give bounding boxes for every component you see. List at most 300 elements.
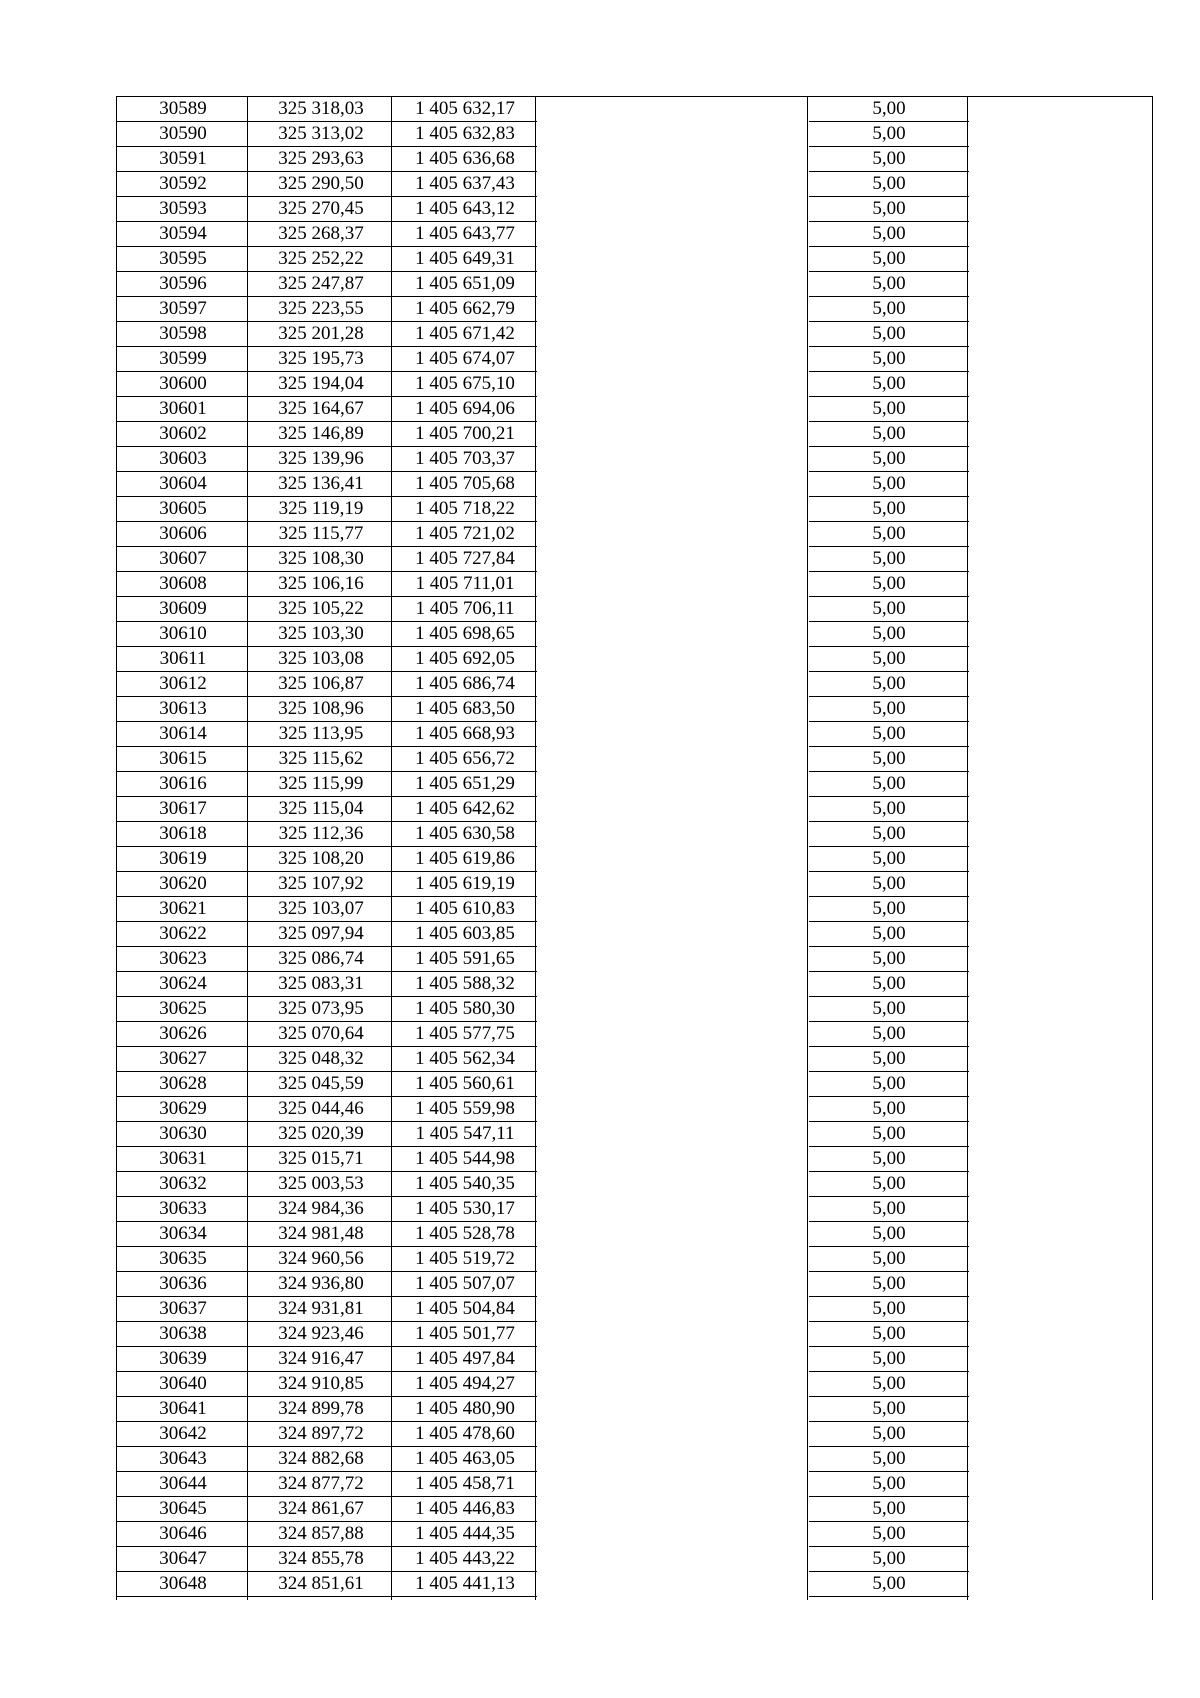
empty-cell <box>969 1397 1151 1422</box>
point-number-cell: 30612 <box>117 672 249 697</box>
point-number-cell: 30633 <box>117 1197 249 1222</box>
value-cell: 5,00 <box>809 1147 969 1172</box>
empty-cell <box>537 922 809 947</box>
table-row <box>117 822 1151 847</box>
empty-cell <box>969 1497 1151 1522</box>
point-number-cell: 30631 <box>117 1147 249 1172</box>
y-coordinate-cell: 1 405 662,79 <box>393 297 537 322</box>
value-cell: 5,00 <box>809 197 969 222</box>
value-cell: 5,00 <box>809 522 969 547</box>
empty-cell <box>537 622 809 647</box>
point-number-cell: 30630 <box>117 1122 249 1147</box>
empty-cell <box>969 197 1151 222</box>
empty-cell <box>969 972 1151 997</box>
table-row <box>117 872 1151 897</box>
table-row <box>117 722 1151 747</box>
table-row <box>117 272 1151 297</box>
y-coordinate-cell: 1 405 705,68 <box>393 472 537 497</box>
y-coordinate-cell: 1 405 651,09 <box>393 272 537 297</box>
empty-cell <box>969 1122 1151 1147</box>
value-cell: 5,00 <box>809 822 969 847</box>
y-coordinate-cell: 1 405 501,77 <box>393 1322 537 1347</box>
x-coordinate-cell: 324 897,72 <box>249 1422 393 1447</box>
empty-cell <box>537 997 809 1022</box>
empty-cell <box>969 1022 1151 1047</box>
value-cell: 5,00 <box>809 1322 969 1347</box>
empty-cell <box>969 897 1151 922</box>
x-coordinate-cell: 325 103,08 <box>249 647 393 672</box>
table-row <box>117 1297 1151 1322</box>
empty-cell <box>537 422 809 447</box>
value-cell: 5,00 <box>809 322 969 347</box>
empty-cell <box>537 1447 809 1472</box>
y-coordinate-cell: 1 405 528,78 <box>393 1222 537 1247</box>
point-number-cell: 30628 <box>117 1072 249 1097</box>
empty-cell <box>969 1447 1151 1472</box>
point-number-cell: 30619 <box>117 847 249 872</box>
empty-cell <box>969 447 1151 472</box>
empty-cell <box>969 697 1151 722</box>
table-row <box>117 1172 1151 1197</box>
point-number-cell: 30591 <box>117 147 249 172</box>
x-coordinate-cell: 325 045,59 <box>249 1072 393 1097</box>
x-coordinate-cell: 324 899,78 <box>249 1397 393 1422</box>
point-number-cell: 30641 <box>117 1397 249 1422</box>
empty-cell <box>969 272 1151 297</box>
empty-cell <box>969 122 1151 147</box>
y-coordinate-cell: 1 405 674,07 <box>393 347 537 372</box>
value-cell: 5,00 <box>809 1422 969 1447</box>
empty-cell <box>969 1522 1151 1547</box>
point-number-cell: 30646 <box>117 1522 249 1547</box>
point-number-cell: 30607 <box>117 547 249 572</box>
table-row <box>117 447 1151 472</box>
coordinates-grid <box>117 97 1151 1597</box>
point-number-cell: 30616 <box>117 772 249 797</box>
table-row <box>117 1422 1151 1447</box>
y-coordinate-cell: 1 405 530,17 <box>393 1197 537 1222</box>
empty-cell <box>969 97 1151 122</box>
point-number-cell: 30626 <box>117 1022 249 1047</box>
value-cell: 5,00 <box>809 947 969 972</box>
point-number-cell: 30590 <box>117 122 249 147</box>
x-coordinate-cell: 325 139,96 <box>249 447 393 472</box>
point-number-cell: 30599 <box>117 347 249 372</box>
y-coordinate-cell: 1 405 619,19 <box>393 872 537 897</box>
table-row <box>117 122 1151 147</box>
empty-cell <box>537 1147 809 1172</box>
point-number-cell: 30622 <box>117 922 249 947</box>
table-row <box>117 697 1151 722</box>
point-number-cell: 30603 <box>117 447 249 472</box>
y-coordinate-cell: 1 405 656,72 <box>393 747 537 772</box>
table-row <box>117 772 1151 797</box>
empty-cell <box>969 222 1151 247</box>
empty-cell <box>537 397 809 422</box>
x-coordinate-cell: 325 070,64 <box>249 1022 393 1047</box>
value-cell: 5,00 <box>809 1297 969 1322</box>
empty-cell <box>537 447 809 472</box>
empty-cell <box>537 1097 809 1122</box>
table-row <box>117 372 1151 397</box>
empty-cell <box>537 1322 809 1347</box>
x-coordinate-cell: 325 146,89 <box>249 422 393 447</box>
empty-cell <box>969 597 1151 622</box>
value-cell: 5,00 <box>809 222 969 247</box>
value-cell: 5,00 <box>809 997 969 1022</box>
table-row <box>117 322 1151 347</box>
table-row <box>117 297 1151 322</box>
coordinates-table <box>116 96 1153 1600</box>
point-number-cell: 30639 <box>117 1347 249 1372</box>
value-cell: 5,00 <box>809 1097 969 1122</box>
table-row <box>117 472 1151 497</box>
point-number-cell: 30624 <box>117 972 249 997</box>
empty-cell <box>537 1247 809 1272</box>
table-body <box>117 97 1151 1597</box>
point-number-cell: 30601 <box>117 397 249 422</box>
point-number-cell: 30597 <box>117 297 249 322</box>
y-coordinate-cell: 1 405 727,84 <box>393 547 537 572</box>
empty-cell <box>969 847 1151 872</box>
empty-cell <box>537 222 809 247</box>
x-coordinate-cell: 325 097,94 <box>249 922 393 947</box>
value-cell: 5,00 <box>809 647 969 672</box>
empty-cell <box>969 947 1151 972</box>
table-row <box>117 1147 1151 1172</box>
table-row <box>117 1122 1151 1147</box>
empty-cell <box>537 797 809 822</box>
table-row <box>117 1472 1151 1497</box>
table-row <box>117 622 1151 647</box>
point-number-cell: 30598 <box>117 322 249 347</box>
empty-cell <box>537 597 809 622</box>
point-number-cell: 30595 <box>117 247 249 272</box>
y-coordinate-cell: 1 405 718,22 <box>393 497 537 522</box>
table-row <box>117 397 1151 422</box>
y-coordinate-cell: 1 405 443,22 <box>393 1547 537 1572</box>
table-row <box>117 597 1151 622</box>
value-cell: 5,00 <box>809 1197 969 1222</box>
value-cell: 5,00 <box>809 1347 969 1372</box>
value-cell: 5,00 <box>809 872 969 897</box>
value-cell: 5,00 <box>809 1397 969 1422</box>
empty-cell <box>537 147 809 172</box>
point-number-cell: 30594 <box>117 222 249 247</box>
empty-cell <box>969 672 1151 697</box>
point-number-cell: 30614 <box>117 722 249 747</box>
y-coordinate-cell: 1 405 591,65 <box>393 947 537 972</box>
x-coordinate-cell: 325 105,22 <box>249 597 393 622</box>
empty-cell <box>537 972 809 997</box>
empty-cell <box>537 1197 809 1222</box>
y-coordinate-cell: 1 405 480,90 <box>393 1397 537 1422</box>
empty-cell <box>537 1272 809 1297</box>
point-number-cell: 30611 <box>117 647 249 672</box>
y-coordinate-cell: 1 405 668,93 <box>393 722 537 747</box>
empty-cell <box>537 97 809 122</box>
point-number-cell: 30596 <box>117 272 249 297</box>
empty-cell <box>969 1097 1151 1122</box>
x-coordinate-cell: 325 086,74 <box>249 947 393 972</box>
value-cell: 5,00 <box>809 447 969 472</box>
empty-cell <box>969 1297 1151 1322</box>
empty-cell <box>969 472 1151 497</box>
point-number-cell: 30644 <box>117 1472 249 1497</box>
empty-cell <box>537 172 809 197</box>
empty-cell <box>969 1047 1151 1072</box>
x-coordinate-cell: 325 252,22 <box>249 247 393 272</box>
value-cell: 5,00 <box>809 1497 969 1522</box>
table-row <box>117 1572 1151 1597</box>
y-coordinate-cell: 1 405 497,84 <box>393 1347 537 1372</box>
table-row <box>117 1097 1151 1122</box>
x-coordinate-cell: 325 044,46 <box>249 1097 393 1122</box>
empty-cell <box>537 197 809 222</box>
value-cell: 5,00 <box>809 1572 969 1597</box>
empty-cell <box>537 897 809 922</box>
point-number-cell: 30609 <box>117 597 249 622</box>
point-number-cell: 30636 <box>117 1272 249 1297</box>
empty-cell <box>537 1472 809 1497</box>
y-coordinate-cell: 1 405 458,71 <box>393 1472 537 1497</box>
y-coordinate-cell: 1 405 637,43 <box>393 172 537 197</box>
empty-cell <box>537 672 809 697</box>
y-coordinate-cell: 1 405 694,06 <box>393 397 537 422</box>
empty-cell <box>537 1047 809 1072</box>
y-coordinate-cell: 1 405 686,74 <box>393 672 537 697</box>
table-row <box>117 1347 1151 1372</box>
x-coordinate-cell: 324 855,78 <box>249 1547 393 1572</box>
x-coordinate-cell: 324 923,46 <box>249 1322 393 1347</box>
empty-cell <box>969 322 1151 347</box>
empty-cell <box>537 497 809 522</box>
y-coordinate-cell: 1 405 519,72 <box>393 1247 537 1272</box>
table-row <box>117 672 1151 697</box>
y-coordinate-cell: 1 405 562,34 <box>393 1047 537 1072</box>
value-cell: 5,00 <box>809 1247 969 1272</box>
y-coordinate-cell: 1 405 636,68 <box>393 147 537 172</box>
empty-cell <box>537 647 809 672</box>
empty-cell <box>969 772 1151 797</box>
point-number-cell: 30632 <box>117 1172 249 1197</box>
empty-cell <box>537 697 809 722</box>
x-coordinate-cell: 325 106,16 <box>249 572 393 597</box>
point-number-cell: 30602 <box>117 422 249 447</box>
empty-cell <box>537 822 809 847</box>
x-coordinate-cell: 324 981,48 <box>249 1222 393 1247</box>
empty-cell <box>969 797 1151 822</box>
y-coordinate-cell: 1 405 649,31 <box>393 247 537 272</box>
empty-cell <box>969 647 1151 672</box>
value-cell: 5,00 <box>809 597 969 622</box>
x-coordinate-cell: 324 936,80 <box>249 1272 393 1297</box>
empty-cell <box>969 1472 1151 1497</box>
table-row <box>117 147 1151 172</box>
empty-cell <box>537 847 809 872</box>
empty-cell <box>537 1422 809 1447</box>
table-row <box>117 1047 1151 1072</box>
empty-cell <box>969 822 1151 847</box>
value-cell: 5,00 <box>809 1547 969 1572</box>
point-number-cell: 30648 <box>117 1572 249 1597</box>
empty-cell <box>537 122 809 147</box>
empty-cell <box>537 722 809 747</box>
value-cell: 5,00 <box>809 1022 969 1047</box>
table-row <box>117 1547 1151 1572</box>
empty-cell <box>537 572 809 597</box>
y-coordinate-cell: 1 405 507,07 <box>393 1272 537 1297</box>
empty-cell <box>537 522 809 547</box>
point-number-cell: 30606 <box>117 522 249 547</box>
y-coordinate-cell: 1 405 632,83 <box>393 122 537 147</box>
point-number-cell: 30589 <box>117 97 249 122</box>
table-row <box>117 897 1151 922</box>
point-number-cell: 30592 <box>117 172 249 197</box>
point-number-cell: 30604 <box>117 472 249 497</box>
x-coordinate-cell: 325 293,63 <box>249 147 393 172</box>
point-number-cell: 30637 <box>117 1297 249 1322</box>
empty-cell <box>969 347 1151 372</box>
x-coordinate-cell: 325 108,96 <box>249 697 393 722</box>
empty-cell <box>969 1547 1151 1572</box>
x-coordinate-cell: 324 857,88 <box>249 1522 393 1547</box>
table-row <box>117 547 1151 572</box>
point-number-cell: 30593 <box>117 197 249 222</box>
point-number-cell: 30623 <box>117 947 249 972</box>
y-coordinate-cell: 1 405 540,35 <box>393 1172 537 1197</box>
y-coordinate-cell: 1 405 642,62 <box>393 797 537 822</box>
y-coordinate-cell: 1 405 504,84 <box>393 1297 537 1322</box>
x-coordinate-cell: 325 318,03 <box>249 97 393 122</box>
empty-cell <box>537 547 809 572</box>
x-coordinate-cell: 325 195,73 <box>249 347 393 372</box>
table-row <box>117 1247 1151 1272</box>
table-row <box>117 422 1151 447</box>
x-coordinate-cell: 325 115,77 <box>249 522 393 547</box>
y-coordinate-cell: 1 405 619,86 <box>393 847 537 872</box>
empty-cell <box>537 772 809 797</box>
x-coordinate-cell: 325 201,28 <box>249 322 393 347</box>
table-row <box>117 1197 1151 1222</box>
x-coordinate-cell: 325 247,87 <box>249 272 393 297</box>
y-coordinate-cell: 1 405 683,50 <box>393 697 537 722</box>
empty-cell <box>537 1297 809 1322</box>
empty-cell <box>969 372 1151 397</box>
value-cell: 5,00 <box>809 922 969 947</box>
empty-cell <box>969 1147 1151 1172</box>
x-coordinate-cell: 325 268,37 <box>249 222 393 247</box>
empty-cell <box>969 872 1151 897</box>
y-coordinate-cell: 1 405 703,37 <box>393 447 537 472</box>
point-number-cell: 30613 <box>117 697 249 722</box>
empty-cell <box>969 147 1151 172</box>
value-cell: 5,00 <box>809 472 969 497</box>
value-cell: 5,00 <box>809 897 969 922</box>
x-coordinate-cell: 324 882,68 <box>249 1447 393 1472</box>
point-number-cell: 30617 <box>117 797 249 822</box>
value-cell: 5,00 <box>809 172 969 197</box>
value-cell: 5,00 <box>809 272 969 297</box>
y-coordinate-cell: 1 405 610,83 <box>393 897 537 922</box>
table-row <box>117 1272 1151 1297</box>
x-coordinate-cell: 325 270,45 <box>249 197 393 222</box>
empty-cell <box>537 1572 809 1597</box>
x-coordinate-cell: 325 115,99 <box>249 772 393 797</box>
value-cell: 5,00 <box>809 1222 969 1247</box>
empty-cell <box>969 522 1151 547</box>
table-row <box>117 797 1151 822</box>
y-coordinate-cell: 1 405 577,75 <box>393 1022 537 1047</box>
point-number-cell: 30610 <box>117 622 249 647</box>
empty-cell <box>969 622 1151 647</box>
point-number-cell: 30647 <box>117 1547 249 1572</box>
value-cell: 5,00 <box>809 147 969 172</box>
point-number-cell: 30643 <box>117 1447 249 1472</box>
empty-cell <box>969 1172 1151 1197</box>
table-row <box>117 747 1151 772</box>
table-row <box>117 1372 1151 1397</box>
table-row <box>117 1022 1151 1047</box>
value-cell: 5,00 <box>809 1372 969 1397</box>
table-row <box>117 347 1151 372</box>
x-coordinate-cell: 325 015,71 <box>249 1147 393 1172</box>
table-row <box>117 172 1151 197</box>
x-coordinate-cell: 325 107,92 <box>249 872 393 897</box>
empty-cell <box>969 1372 1151 1397</box>
table-row <box>117 572 1151 597</box>
value-cell: 5,00 <box>809 1047 969 1072</box>
table-row <box>117 1447 1151 1472</box>
empty-cell <box>537 1072 809 1097</box>
empty-cell <box>537 1347 809 1372</box>
y-coordinate-cell: 1 405 588,32 <box>393 972 537 997</box>
value-cell: 5,00 <box>809 797 969 822</box>
empty-cell <box>537 247 809 272</box>
value-cell: 5,00 <box>809 1522 969 1547</box>
y-coordinate-cell: 1 405 478,60 <box>393 1422 537 1447</box>
empty-cell <box>969 1247 1151 1272</box>
value-cell: 5,00 <box>809 847 969 872</box>
table-row <box>117 1497 1151 1522</box>
y-coordinate-cell: 1 405 671,42 <box>393 322 537 347</box>
y-coordinate-cell: 1 405 559,98 <box>393 1097 537 1122</box>
point-number-cell: 30635 <box>117 1247 249 1272</box>
y-coordinate-cell: 1 405 494,27 <box>393 1372 537 1397</box>
empty-cell <box>969 1422 1151 1447</box>
y-coordinate-cell: 1 405 560,61 <box>393 1072 537 1097</box>
x-coordinate-cell: 324 931,81 <box>249 1297 393 1322</box>
y-coordinate-cell: 1 405 547,11 <box>393 1122 537 1147</box>
y-coordinate-cell: 1 405 632,17 <box>393 97 537 122</box>
value-cell: 5,00 <box>809 422 969 447</box>
x-coordinate-cell: 325 164,67 <box>249 397 393 422</box>
y-coordinate-cell: 1 405 711,01 <box>393 572 537 597</box>
y-coordinate-cell: 1 405 698,65 <box>393 622 537 647</box>
x-coordinate-cell: 325 115,62 <box>249 747 393 772</box>
x-coordinate-cell: 325 103,30 <box>249 622 393 647</box>
empty-cell <box>537 297 809 322</box>
table-row <box>117 497 1151 522</box>
empty-cell <box>537 1522 809 1547</box>
point-number-cell: 30605 <box>117 497 249 522</box>
y-coordinate-cell: 1 405 721,02 <box>393 522 537 547</box>
x-coordinate-cell: 324 877,72 <box>249 1472 393 1497</box>
y-coordinate-cell: 1 405 651,29 <box>393 772 537 797</box>
x-coordinate-cell: 325 136,41 <box>249 472 393 497</box>
point-number-cell: 30638 <box>117 1322 249 1347</box>
y-coordinate-cell: 1 405 643,12 <box>393 197 537 222</box>
